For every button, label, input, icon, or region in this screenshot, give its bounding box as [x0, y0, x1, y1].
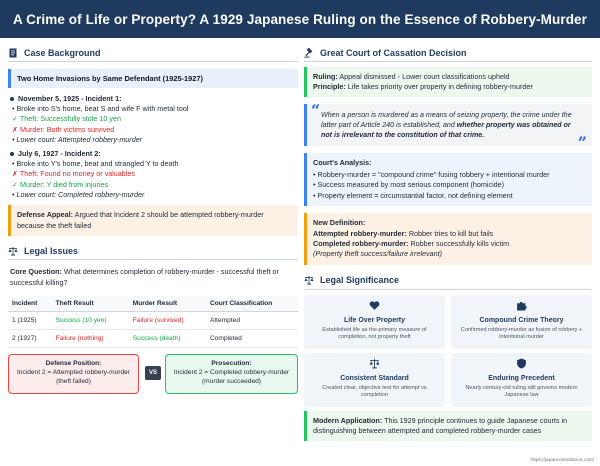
- significance-card: Consistent Standard Created clear, objective test for attempt vs completion: [304, 353, 445, 407]
- prosecution-position: Prosecution: Incident 2 = Completed robbery-murder (murder succeeded): [165, 354, 298, 394]
- analysis-line: • Property element = circumstantial factor, not defining element: [313, 190, 513, 200]
- right-column: [304, 38, 592, 441]
- positions-row: [8, 354, 298, 394]
- page-header: [0, 0, 600, 38]
- left-column: [8, 38, 298, 394]
- table-row: 2 (1927) Failure (nothing) Success (death) Completed: [8, 330, 298, 348]
- core-question: Core Question: What determines completion of robbery-murder - successful theft or successful killing?: [10, 267, 279, 287]
- incident-1-line: • Broke into S's home, beat S and wife F with metal tool: [12, 104, 189, 114]
- court-analysis: Court's Analysis: • Robbery-murder = "compound crime" fusing robbery + intentional murder • Success measured by most serious component (homicide) • Property element = circumstantial factor, not defining element: [304, 153, 592, 206]
- significance-grid: [304, 295, 592, 407]
- incident-2-line: ✗ Theft: Found no money or valuables: [12, 169, 135, 179]
- quote-open-icon: “: [311, 101, 321, 120]
- legal-issues-heading: Legal Issues: [8, 244, 298, 260]
- document-icon: [8, 48, 18, 58]
- modern-application: Modern Application: This 1929 principle continues to guide Japanese courts in distinguishing between attempted and completed robbery-murder cases: [304, 411, 592, 441]
- defense-position: Defense Position: Incident 2 = Attempted robbery-murder (theft failed): [8, 354, 139, 394]
- puzzle-icon: [451, 300, 592, 314]
- case-background-heading: Case Background: [8, 46, 298, 62]
- table-header: Murder Result: [129, 296, 206, 312]
- case-subtitle: Two Home Invasions by Same Defendant (1925-1927): [8, 69, 298, 88]
- analysis-line: • Robbery-murder = "compound crime" fusing robbery + intentional murder: [313, 170, 550, 180]
- new-definition: New Definition: Attempted robbery-murder: Robber tries to kill but fails Completed robbery-murder: Robber successfully kills victim (Property theft success/failure irrelevant): [304, 213, 592, 265]
- incident-2-line: • Lower court: Completed robbery-murder: [12, 189, 145, 199]
- bullet-icon: [10, 97, 14, 101]
- defense-appeal: Defense Appeal: Argued that Incident 2 should be attempted robbery-murder because the theft failed: [8, 205, 298, 236]
- significance-heading: Legal Significance: [304, 274, 592, 290]
- incident-1-heading: November 5, 1925 - Incident 1:: [18, 94, 122, 103]
- table-header: Court Classification: [206, 296, 298, 312]
- scales-icon: [304, 358, 445, 372]
- scales-icon: [304, 275, 314, 285]
- principle-line: Principle: Life takes priority over property in defining robbery-murder: [313, 82, 533, 91]
- table-header: Incident: [8, 296, 52, 312]
- results-table: [8, 296, 298, 348]
- analysis-line: • Success measured by most serious component (homicide): [313, 180, 505, 190]
- significance-card: Compound Crime Theory Confirmed robbery-murder as fusion of robbery + intentional murder: [451, 295, 592, 349]
- table-row: 1 (1925) Success (10 yen) Failure (survived) Attempted: [8, 312, 298, 330]
- gavel-icon: [304, 48, 314, 58]
- table-header: Theft Result: [52, 296, 129, 312]
- incident-2-line: ✓ Murder: Y died from injuries: [12, 179, 109, 189]
- incident-1-line: ✓ Theft: Successfully stole 10 yen: [12, 114, 121, 124]
- heart-icon: [304, 300, 445, 314]
- ruling-box: [304, 67, 592, 97]
- incident-2-block: [8, 149, 298, 200]
- vs-badge: VS: [145, 366, 161, 380]
- bullet-icon: [10, 152, 14, 156]
- incident-2-heading: July 6, 1927 - Incident 2:: [18, 149, 101, 159]
- incident-1-line: • Lower court: Attempted robbery-murder: [12, 134, 143, 144]
- court-quote: “ When a person is murdered as a means of seizing property, the crime under the latter part of Article 240 is established, and whether property was obtained or not is irrelevant to the constitution of that crime. ”: [304, 104, 592, 146]
- ruling-line: Ruling: Appeal dismissed - Lower court classifications upheld: [313, 72, 510, 81]
- quote-close-icon: ”: [577, 133, 587, 152]
- page-title: A Crime of Life or Property? A 1929 Japanese Ruling on the Essence of Robbery-Murder: [12, 11, 588, 27]
- significance-card: Life Over Property Established life as the primary measure of completion, not property theft: [304, 295, 445, 349]
- incident-1-line: ✗ Murder: Both victims survived: [12, 124, 115, 134]
- decision-heading: Great Court of Cassation Decision: [304, 46, 592, 62]
- incident-2-line: • Broke into Y's home, beat and strangled Y to death: [12, 159, 179, 169]
- significance-card: Enduring Precedent Nearly century-old ruling still governs modern Japanese law: [451, 353, 592, 407]
- scales-icon: [8, 246, 18, 256]
- shield-icon: [451, 358, 592, 372]
- footer-url[interactable]: https://japanconsultance.com/: [530, 458, 594, 463]
- incident-1-block: [8, 94, 298, 145]
